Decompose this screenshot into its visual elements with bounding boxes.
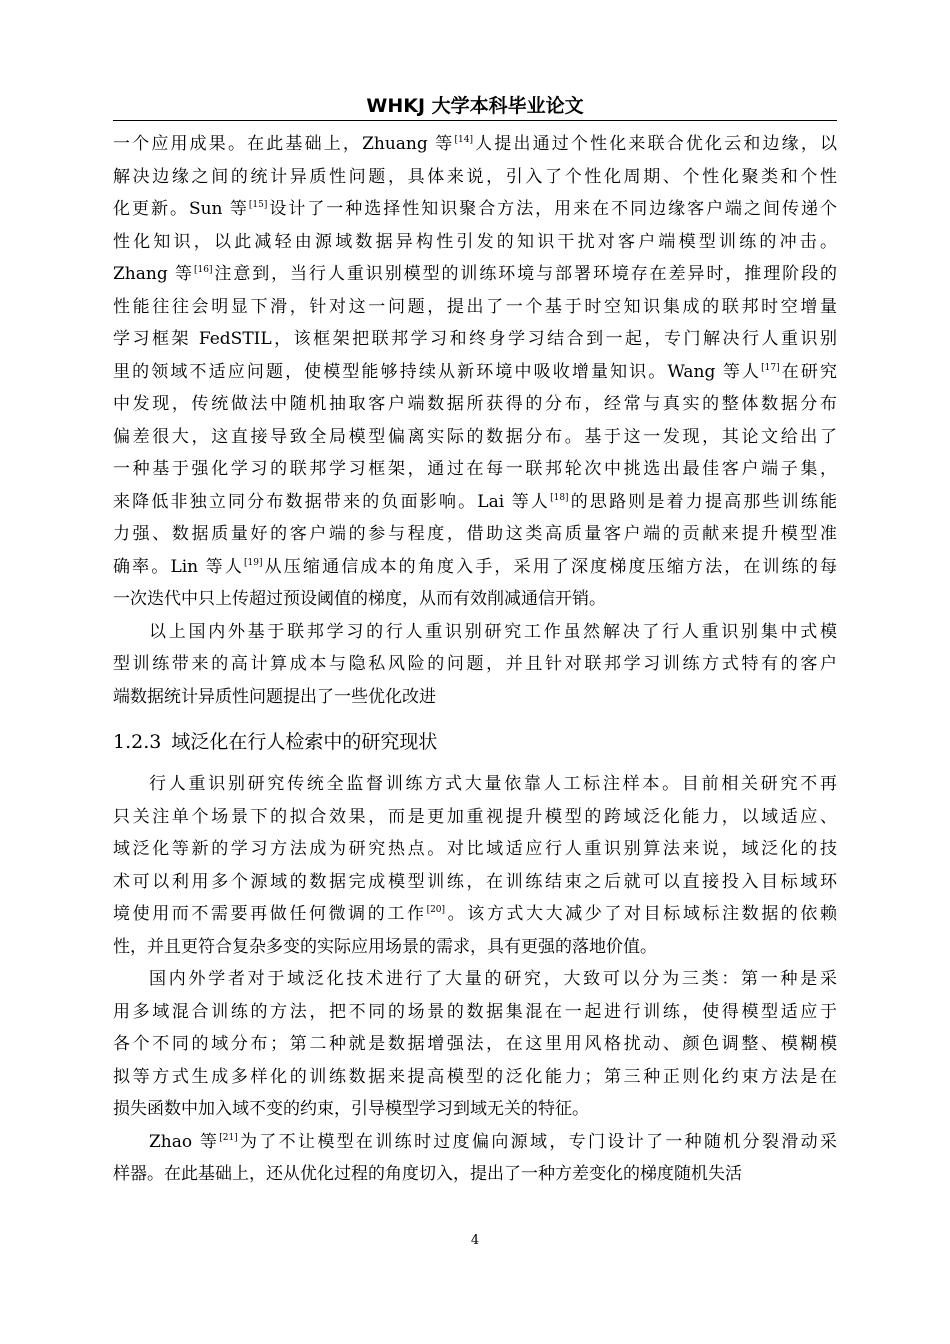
text-line [113,583,837,616]
text-run: 一次迭代中只上传超过预设阈值的梯度，从而有效削减通信开销。 [113,589,606,609]
page-number: 4 [470,1233,480,1248]
text-run: 力强、数据质量好的客户端的参与程度，借助这类高质量客户端的贡献来提升模型准 [113,524,837,544]
paragraph [113,616,837,714]
text-line [113,1158,837,1191]
text-run: 里的领域不适应问题，使模型能够持续从新环境中吸收增量知识。Wang 等人 [113,361,762,382]
text-run: 域泛化等新的学习方法成为研究热点。对比域适应行人重识别算法来说，域泛化的技 [113,839,837,859]
citation-marker: [14] [454,135,473,145]
text-line [113,486,837,519]
text-run: 行人重识别研究传统全监督训练方式大量依靠人工标注样本。目前相关研究不再 [149,774,837,794]
paragraph [113,1126,837,1191]
text-run: 国内外学者对于域泛化技术进行了大量的研究，大致可以分为三类：第一种是采 [149,969,837,989]
text-line [113,866,837,899]
text-run: 偏差很大，这直接导致全局模型偏离实际的数据分布。基于这一发现，其论文给出了 [113,426,837,447]
text-run: 人提出通过个性化来联合优化云和边缘，以 [472,134,837,154]
text-run: 确率。Lin 等人 [113,556,244,577]
text-run: 境使用而不需要再做任何微调的工作 [113,904,427,924]
text-line [113,226,837,259]
text-line [113,801,837,834]
text-line [113,193,837,226]
citation-marker: [17] [761,362,780,373]
text-line [113,648,837,681]
citation-marker: [21] [219,1132,238,1143]
page-body [113,128,837,1191]
citation-marker: [15] [248,200,268,210]
text-run: 拟等方式生成多样化的训练数据来提高模型的泛化能力；第三种正则化约束方法是在 [113,1066,837,1087]
text-run: 解决边缘之间的统计异质性问题，具体来说，引入了个性化周期、个性化聚类和个性 [113,166,837,187]
text-line [113,931,837,964]
text-run: 性，并且更符合复杂多变的实际应用场景的需求，具有更强的落地价值。 [113,936,657,957]
text-line [113,161,837,194]
paragraph [113,128,837,616]
citation-marker: [19] [243,557,263,568]
text-run: 性能往往会明显下滑，针对这一问题，提出了一个基于时空知识集成的联邦时空增量 [113,296,837,317]
text-line [113,963,837,996]
text-run: 用多域混合训练的方法，把不同的场景的数据集混在一起进行训练，使得模型适应于 [113,1001,837,1022]
text-run: 化更新。Sun 等 [113,199,249,219]
text-line [113,551,837,584]
text-line [113,518,837,551]
text-line [113,323,837,356]
text-line [113,388,837,421]
paragraph [113,963,837,1126]
header-rule [113,120,837,121]
text-line [113,421,837,454]
text-line [113,1126,837,1159]
text-run: Zhao 等 [149,1131,220,1152]
paragraphs-after-section [113,768,837,1191]
section-title: 域泛化在行人检索中的研究现状 [171,731,438,753]
text-line [113,258,837,291]
text-run: 为了不让模型在训练时过度偏向源域，专门设计了一种随机分裂滑动采 [237,1131,837,1152]
text-line [113,128,837,161]
text-line [113,356,837,389]
text-line [113,1028,837,1061]
text-run: 注意到，当行人重识别模型的训练环境与部署环境存在差异时，推理阶段的 [212,264,837,284]
text-run: 性化知识，以此减轻由源域数据异构性引发的知识干扰对客户端模型训练的冲击。 [113,231,837,252]
text-run: 样器。在此基础上，还从优化过程的角度切入，提出了一种方差变化的梯度随机失活 [113,1164,742,1184]
text-line [113,681,837,714]
text-line [113,768,837,801]
text-run: 端数据统计异质性问题提出了一些优化改进 [113,686,436,707]
text-run: 从压缩通信成本的角度入手，采用了深度梯度压缩方法，在训练的每 [262,556,837,577]
text-line [113,898,837,931]
text-line [113,616,837,649]
page-header: WHKJ 大学本科毕业论文 [366,95,584,117]
text-run: 只关注单个场景下的拟合效果，而是更加重视提升模型的跨域泛化能力，以域适应、 [113,806,837,827]
text-line [113,291,837,324]
text-run: 损失函数中加入域不变的约束，引导模型学习到域无关的特征。 [113,1099,589,1119]
text-line [113,453,837,486]
text-run: Zhang 等 [113,264,194,284]
text-run: 中发现，传统做法中随机抽取客户端数据所获得的分布，经常与真实的整体数据分布 [113,394,837,414]
text-line [113,996,837,1029]
text-run: 来降低非独立同分布数据带来的负面影响。Lai 等人 [113,491,551,512]
text-line [113,833,837,866]
section-number: 1.2.3 [113,731,162,753]
text-run: 学习框架 FedSTIL，该框架把联邦学习和终身学习结合到一起，专门解决行人重识别 [113,329,837,349]
text-run: 一种基于强化学习的联邦学习框架，通过在每一联邦轮次中挑选出最佳客户端子集， [113,459,837,479]
citation-marker: [16] [193,265,213,275]
text-line [113,1061,837,1094]
text-run: 各个不同的域分布；第二种就是数据增强法，在这里用风格扰动、颜色调整、模糊模 [113,1034,837,1054]
citation-marker: [20] [426,905,446,915]
paragraphs-before-section [113,128,837,713]
text-run: 术可以利用多个源域的数据完成模型训练，在训练结束之后就可以直接投入目标域环 [113,871,837,892]
section-heading [113,722,837,762]
text-run: 在研究 [779,361,837,382]
text-line [113,1093,837,1126]
text-run: 以上国内外基于联邦学习的行人重识别研究工作虽然解决了行人重识别集中式模 [149,621,837,642]
text-run: 的思路则是着力提高那些训练能 [568,491,837,512]
text-run: 。该方式大大减少了对目标域标注数据的依赖 [445,904,837,924]
text-run: 一个应用成果。在此基础上，Zhuang 等 [113,134,455,154]
text-run: 设计了一种选择性知识聚合方法，用来在不同边缘客户端之间传递个 [267,199,837,219]
citation-marker: [18] [550,492,569,503]
paragraph [113,768,837,963]
text-run: 型训练带来的高计算成本与隐私风险的问题，并且针对联邦学习训练方式特有的客户 [113,654,837,674]
